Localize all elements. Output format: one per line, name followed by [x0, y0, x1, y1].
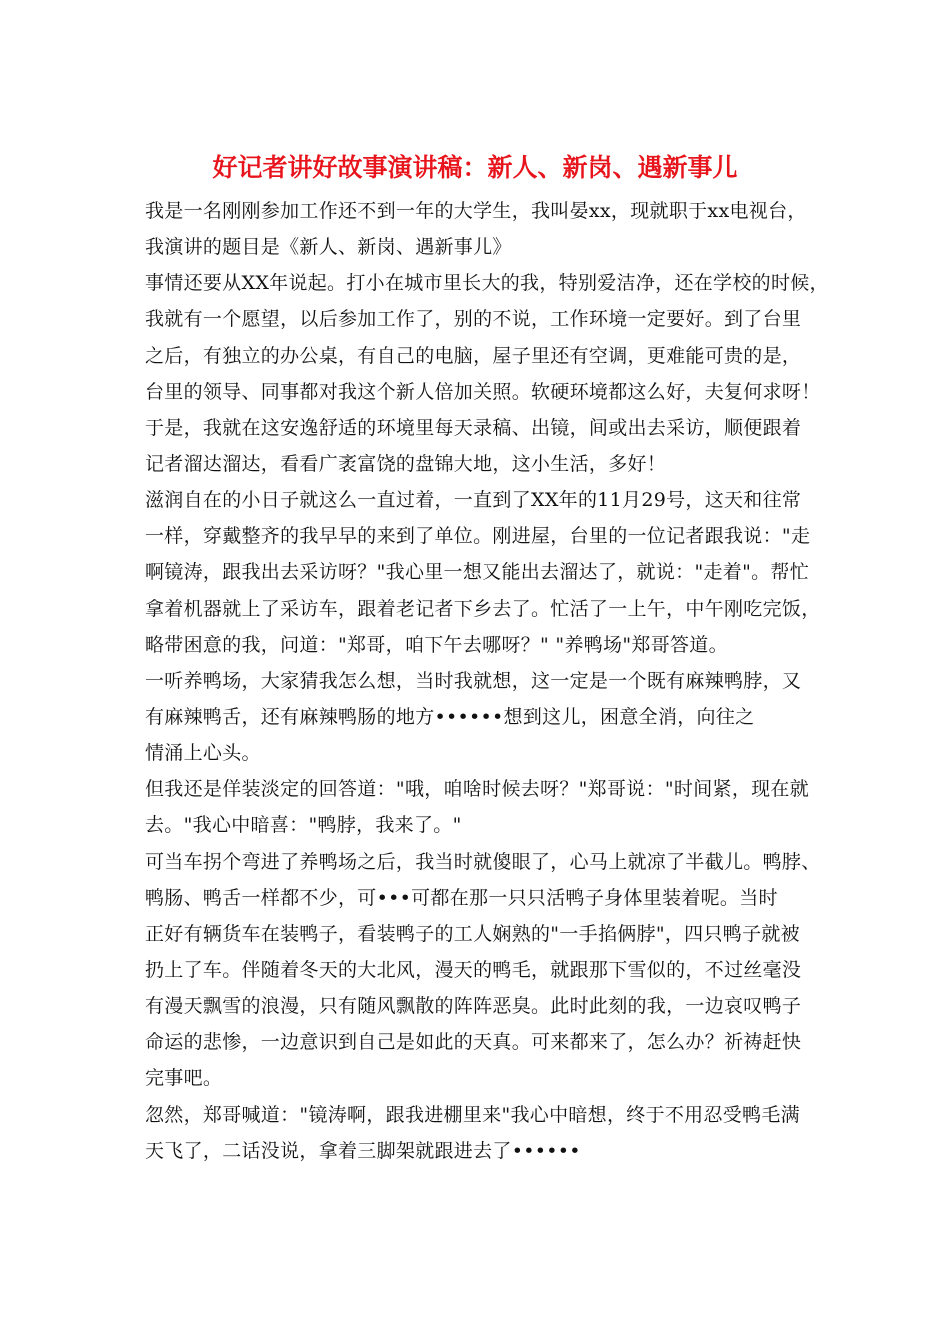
text-line: 有麻辣鸭舌，还有麻辣鸭肠的地方••••••想到这儿，困意全消，向往之	[145, 705, 755, 728]
text-line: 啊镜涛，跟我出去采访呀？"我心里一想又能出去溜达了，就说："走着"。帮忙	[145, 561, 810, 584]
text-line: 鸭肠、鸭舌一样都不少，可•••可都在那一只只活鸭子身体里装着呢。当时	[145, 886, 778, 909]
text-line: 忽然，郑哥喊道："镜涛啊，跟我进棚里来"我心中暗想，终于不用忍受鸭毛满	[145, 1103, 800, 1126]
text-line: 去。"我心中暗喜："鸭脖，我来了。"	[145, 814, 462, 837]
text-line: 有漫天飘雪的浪漫，只有随风飘散的阵阵恶臭。此时此刻的我，一边哀叹鸭子	[145, 995, 802, 1018]
text-line: 之后，有独立的办公桌，有自己的电脑，屋子里还有空调，更难能可贵的是，	[145, 344, 802, 367]
document-body	[145, 193, 829, 1169]
text-line: 记者溜达溜达，看看广袤富饶的盘锦大地，这小生活，多好！	[145, 452, 667, 475]
text-line: 我就有一个愿望，以后参加工作了，别的不说，工作环境一定要好。到了台里	[145, 308, 802, 331]
document-title: 好记者讲好故事演讲稿：新人、新岗、遇新事儿	[212, 153, 738, 182]
text-line: 我演讲的题目是《新人、新岗、遇新事儿》	[145, 236, 512, 259]
text-line: 略带困意的我，问道："郑哥，咱下午去哪呀？" "养鸭场"郑哥答道。	[145, 633, 728, 656]
text-line: 拿着机器就上了采访车，跟着老记者下乡去了。忙活了一上午，中午刚吃完饭，	[145, 597, 821, 620]
text-line: 但我还是佯装淡定的回答道："哦，咱啥时候去呀？"郑哥说："时间紧，现在就	[145, 778, 810, 801]
text-line: 一样，穿戴整齐的我早早的来到了单位。刚进屋，台里的一位记者跟我说："走	[145, 525, 811, 548]
text-line: 事情还要从XX年说起。打小在城市里长大的我，特别爱洁净，还在学校的时候，	[145, 272, 829, 295]
text-line: 命运的悲惨，一边意识到自己是如此的天真。可来都来了，怎么办？祈祷赶快	[145, 1031, 802, 1054]
text-line: 天飞了，二话没说，拿着三脚架就跟进去了••••••	[145, 1139, 581, 1162]
text-line: 台里的领导、同事都对我这个新人倍加关照。软硬环境都这么好，夫复何求呀！	[145, 380, 821, 403]
text-line: 我是一名刚刚参加工作还不到一年的大学生，我叫晏xx，现就职于xx电视台，	[145, 200, 807, 222]
text-line: 一听养鸭场，大家猜我怎么想，当时我就想，这一定是一个既有麻辣鸭脖，又	[145, 669, 802, 692]
text-line: 可当车拐个弯进了养鸭场之后，我当时就傻眼了，心马上就凉了半截儿。鸭脖、	[145, 850, 821, 873]
text-line: 扔上了车。伴随着冬天的大北风，漫天的鸭毛，就跟那下雪似的，不过丝毫没	[145, 958, 802, 981]
text-line: 滋润自在的小日子就这么一直过着，一直到了XX年的11月29号，这天和往常	[145, 489, 802, 512]
text-line: 于是，我就在这安逸舒适的环境里每天录稿、出镜，间或出去采访，顺便跟着	[145, 416, 802, 439]
text-line: 正好有辆货车在装鸭子，看装鸭子的工人娴熟的"一手掐俩脖"，四只鸭子就被	[145, 922, 800, 945]
text-line: 情涌上心头。	[145, 742, 261, 765]
text-line: 完事吧。	[145, 1067, 223, 1090]
